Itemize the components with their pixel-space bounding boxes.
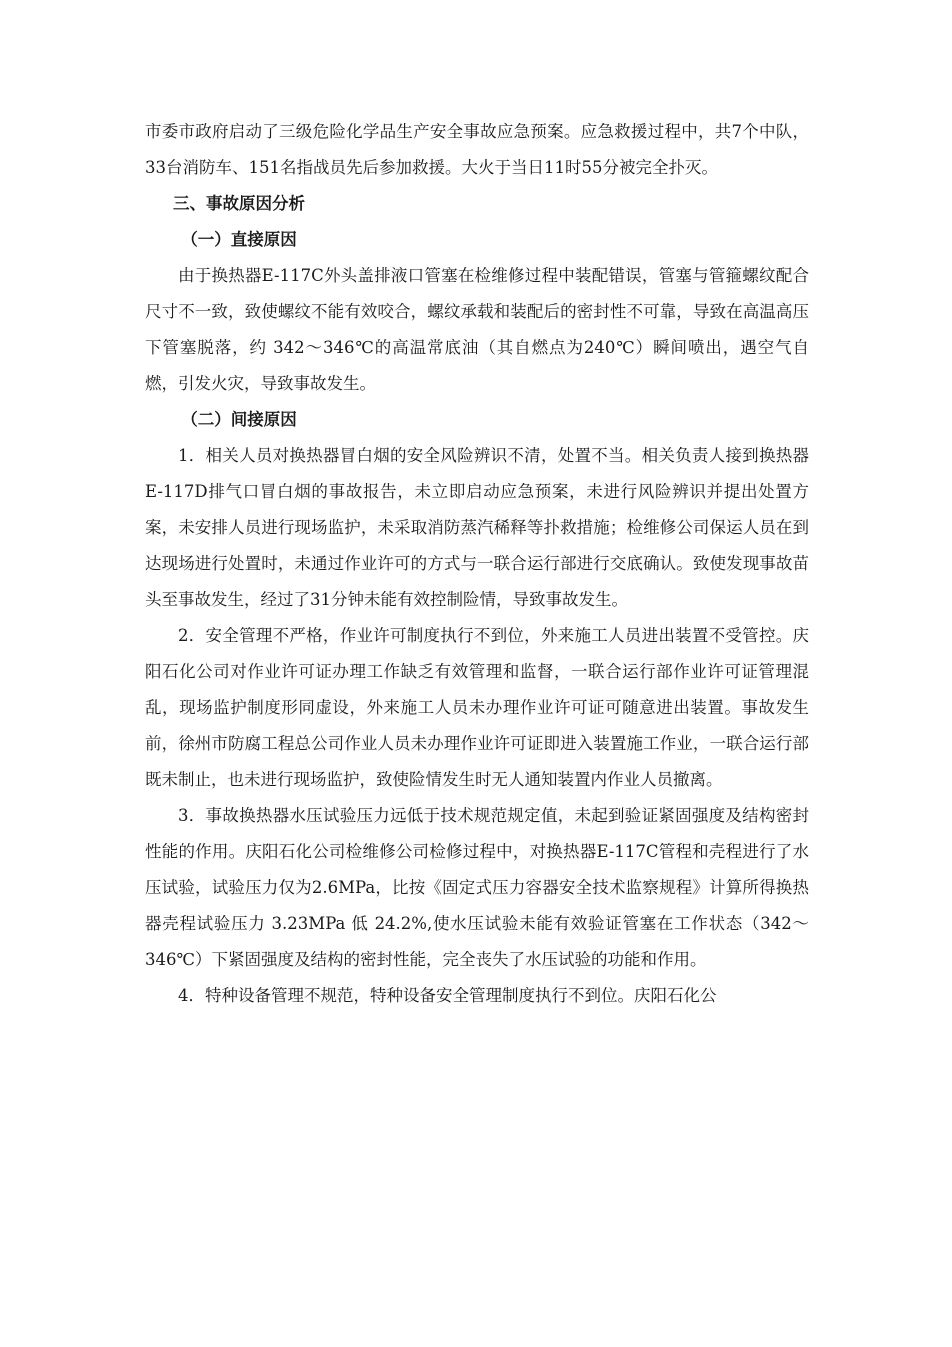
- paragraph-indirect-item-4: 4．特种设备管理不规范，特种设备安全管理制度执行不到位。庆阳石化公: [178, 986, 717, 1005]
- subsection-heading-direct-cause: （一）直接原因: [181, 230, 297, 249]
- paragraph-indirect-item-1: 1．相关人员对换热器冒白烟的安全风险辨识不清，处置不当。相关负责人接到换热器E-117D排气口冒白烟的事故报告，未立即启动应急预案，未进行风险辨识并提出处置方案，未安排人员进行现场监护，未采取消防蒸汽稀释等扑救措施；检维修公司保运人员在到达现场进行处置时，未通过作业许可的方式与一联合运行部进行交底确认。致使发现事故苗头至事故发生，经过了31分钟未能有效控制险情，导致事故发生。: [145, 446, 809, 609]
- section-heading-cause-analysis: 三、事故原因分析: [173, 194, 306, 213]
- subsection-heading-indirect-cause: （二）间接原因: [181, 410, 297, 429]
- paragraph-indirect-item-2: 2．安全管理不严格，作业许可制度执行不到位，外来施工人员进出装置不受管控。庆阳石化公司对作业许可证办理工作缺乏有效管理和监督，一联合运行部作业许可证管理混乱，现场监护制度形同虚设，外来施工人员未办理作业许可证可随意进出装置。事故发生前，徐州市防腐工程总公司作业人员未办理作业许可证即进入装置施工作业，一联合运行部既未制止，也未进行现场监护，致使险情发生时无人通知装置内作业人员撤离。: [145, 626, 809, 789]
- paragraph-indirect-item-3: 3．事故换热器水压试验压力远低于技术规范规定值，未起到验证紧固强度及结构密封性能的作用。庆阳石化公司检维修公司检修过程中，对换热器E-117C管程和壳程进行了水压试验，试验压力仅为2.6MPa，比按《固定式压力容器安全技术监察规程》计算所得换热器壳程试验压力 3.23MPa 低 24.2%,使水压试验未能有效验证管塞在工作状态（342～346℃）下紧固强度及结构的密封性能，完全丧失了水压试验的功能和作用。: [145, 806, 809, 969]
- paragraph-intro: 市委市政府启动了三级危险化学品生产安全事故应急预案。应急救援过程中，共7个中队，33台消防车、151名指战员先后参加救援。大火于当日11时55分被完全扑灭。: [145, 122, 809, 177]
- document-page: [145, 114, 809, 1014]
- paragraph-direct-cause: 由于换热器E-117C外头盖排液口管塞在检维修过程中装配错误，管塞与管箍螺纹配合尺寸不一致，致使螺纹不能有效咬合，螺纹承载和装配后的密封性不可靠，导致在高温高压下管塞脱落，约 342～346℃的高温常底油（其自燃点为240℃）瞬间喷出，遇空气自燃，引发火灾，导致事故发生。: [145, 266, 809, 393]
